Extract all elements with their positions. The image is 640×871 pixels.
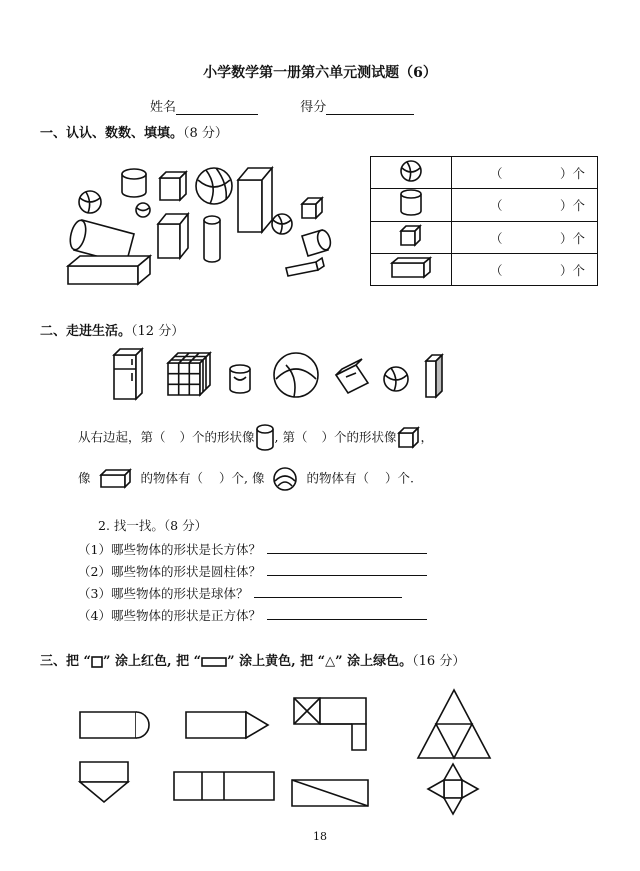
- rect-down-triangle-figure[interactable]: [80, 762, 128, 802]
- box-icon: [336, 359, 368, 393]
- cube-icon: [158, 214, 188, 258]
- question-4: （4）哪些物体的形状是正方体？: [78, 606, 427, 624]
- table-row: （ ）个: [371, 189, 598, 222]
- answer-line-4[interactable]: [267, 619, 427, 620]
- cylinder-icon: [255, 424, 275, 452]
- table-row: （ ）个: [371, 254, 598, 286]
- name-score-row: [150, 96, 414, 115]
- cylinder-icon: [122, 169, 146, 197]
- box-icon: [426, 355, 442, 397]
- page-number: 18: [313, 830, 327, 843]
- table-row: （ ）个: [371, 222, 598, 254]
- question-3: （3）哪些物体的形状是球体？: [78, 584, 402, 602]
- page-title: 小学数学第一册第六单元测试题（6）: [203, 65, 437, 81]
- diagonal-rectangle-figure[interactable]: [292, 780, 368, 806]
- rect-triangle-figure[interactable]: [186, 712, 268, 738]
- question-1: （1）哪些物体的形状是长方体？: [78, 540, 427, 558]
- star-square-figure[interactable]: [428, 764, 478, 814]
- square-icon: [91, 656, 103, 668]
- section2-heading: 二、走进生活。（12 分）: [40, 324, 185, 339]
- ball-icon: [196, 168, 232, 204]
- cuboid-icon: [390, 257, 432, 279]
- score-field[interactable]: [326, 114, 414, 115]
- cube-icon: [399, 225, 423, 247]
- fill-line-2: 像 的物体有（ ）个, 像 的物体有（ ）个.: [78, 466, 414, 492]
- name-field[interactable]: [176, 114, 258, 115]
- count-table: [370, 156, 598, 286]
- cube-icon: [302, 198, 322, 218]
- composite-figure[interactable]: [294, 698, 366, 750]
- ball-icon: [398, 158, 424, 184]
- rubik-cube-icon: [168, 353, 210, 395]
- cuboid-icon: [286, 258, 324, 276]
- fridge-icon: [114, 349, 142, 399]
- fill-line-1: 从右边起，第（ ）个的形状像 , 第（ ）个的形状像 ，: [78, 424, 433, 452]
- rectangle-icon: [201, 657, 227, 667]
- solids-illustration: [66, 158, 356, 293]
- section3-heading: 三、把 “ ” 涂上红色, 把 “ ” 涂上黄色, 把 “△” 涂上绿色。（16 分）: [40, 654, 466, 669]
- answer-line-1[interactable]: [267, 553, 427, 554]
- ball-icon: [136, 203, 150, 217]
- answer-line-2[interactable]: [267, 575, 427, 576]
- ball-icon: [274, 353, 318, 397]
- ball-icon: [272, 466, 298, 492]
- cuboid-icon: [99, 469, 133, 489]
- score-label: 得分: [300, 100, 327, 115]
- cuboid-icon: [68, 256, 150, 284]
- can-icon: [230, 365, 250, 393]
- cylinder-icon: [302, 229, 333, 256]
- everyday-objects: [110, 345, 450, 401]
- big-triangle-figure[interactable]: [418, 690, 490, 758]
- rect-semicircle-figure[interactable]: [80, 712, 149, 738]
- ball-icon: [384, 367, 408, 391]
- cylinder-icon: [204, 216, 220, 262]
- ball-icon: [272, 214, 292, 234]
- cuboid-icon: [238, 168, 272, 232]
- name-label: 姓名: [150, 100, 177, 115]
- answer-line-3[interactable]: [254, 597, 402, 598]
- ball-icon: [79, 191, 101, 213]
- cube-icon: [160, 172, 186, 200]
- table-row: （ ）个: [371, 157, 598, 189]
- cylinder-icon: [399, 189, 423, 217]
- find-heading: 2. 找一找。（8 分）: [98, 518, 208, 533]
- section1-heading: 一、认认、数数、填填。（8 分）: [40, 126, 228, 141]
- split-rectangle-figure[interactable]: [174, 772, 274, 800]
- cube-icon: [397, 427, 421, 449]
- question-2: （2）哪些物体的形状是圆柱体？: [78, 562, 427, 580]
- shapes-figures: [78, 690, 498, 815]
